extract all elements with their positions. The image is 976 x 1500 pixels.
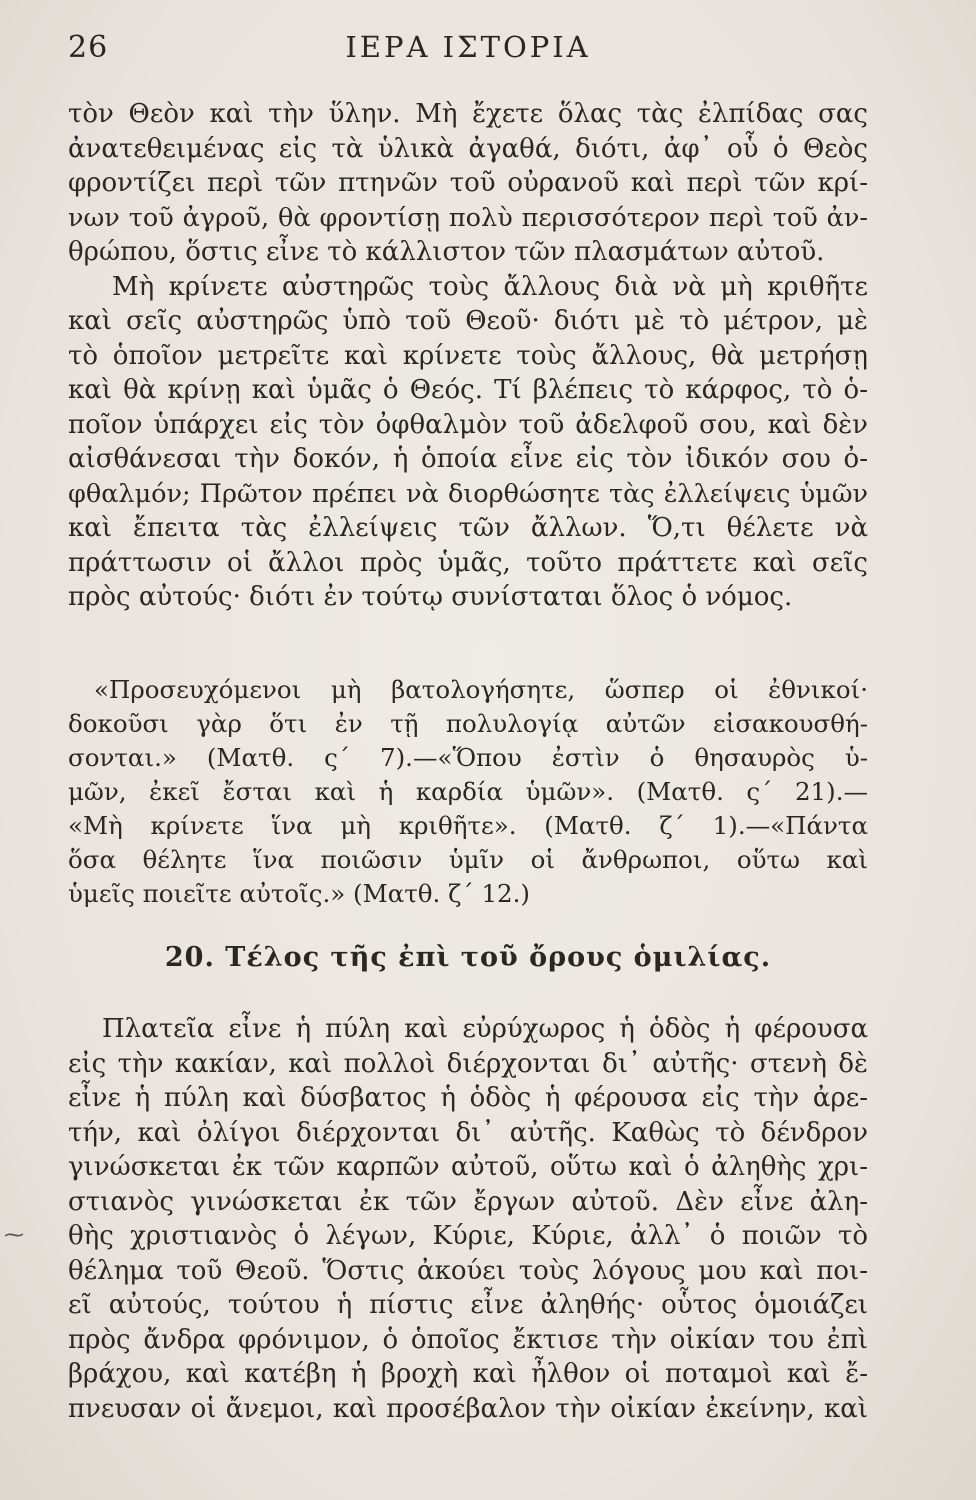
text-line: ποῖον ὑπάρχει εἰς τὸν ὀφθαλμὸν τοῦ ἀδελφοῦ σου, καὶ δὲν — [68, 409, 868, 440]
section-heading: 20. Τέλος τῆς ἐπὶ τοῦ ὄρους ὁμιλίας. — [164, 942, 772, 973]
text-line: καὶ θὰ κρίνῃ καὶ ὑμᾶς ὁ Θεός. Τί βλέπεις τὸ κάρφος, τὸ ὁ- — [68, 375, 868, 405]
running-title: ΙΕΡΑ ΙΣΤΟΡΙΑ — [345, 30, 591, 64]
text-line: αἰσθάνεσαι τὴν δοκόν, ἡ ὁποία εἶνε εἰς τὸν ἰδικόν σου ὀ- — [68, 444, 868, 474]
text-line: καὶ σεῖς αὐστηρῶς ὑπὸ τοῦ Θεοῦ· διότι μὲ τὸ μέτρον, μὲ — [68, 306, 868, 336]
text-line: τήν, καὶ ὀλίγοι διέρχονται δι᾽ αὐτῆς. Καθὼς τὸ δένδρον — [68, 1117, 868, 1148]
text-line: μῶν, ἐκεῖ ἔσται καὶ ἡ καρδία ὑμῶν». (Ματθ. ς´ 21).— — [68, 777, 868, 806]
margin-smudge-mark: ⁓ — [4, 1222, 24, 1246]
page-header — [68, 30, 868, 70]
text-line: τὸ ὁποῖον μετρεῖτε καὶ κρίνετε τοὺς ἄλλους, θὰ μετρήσῃ — [68, 340, 868, 371]
text-line: βράχου, καὶ κατέβη ἡ βροχὴ καὶ ἦλθον οἱ ποταμοὶ καὶ ἔ- — [68, 1359, 868, 1389]
text-line: ὅσα θέλητε ἵνα ποιῶσιν ὑμῖν οἱ ἄνθρωποι, οὕτω καὶ — [68, 845, 868, 874]
text-line: φθαλμόν; Πρῶτον πρέπει νὰ διορθώσητε τὰς ἐλλείψεις ὑμῶν — [68, 478, 868, 509]
text-line: στιανὸς γινώσκεται ἐκ τῶν ἔργων αὐτοῦ. Δὲν εἶνε ἀλη- — [68, 1186, 868, 1217]
text-line: πνευσαν οἱ ἄνεμοι, καὶ προσέβαλον τὴν οἰκίαν ἐκείνην, καὶ — [68, 1393, 868, 1424]
text-line: ἀνατεθειμένας εἰς τὰ ὑλικὰ ἀγαθά, διότι, ἀφ᾽ οὗ ὁ Θεὸς — [68, 133, 868, 164]
text-line: εῖ αὐτούς, τούτου ἡ πίστις εἶνε ἀληθής· οὗτος ὁμοιάζει — [68, 1290, 868, 1320]
text-line: θρώπου, ὅστις εἶνε τὸ κάλλιστον τῶν πλασμάτων αὐτοῦ. — [68, 237, 825, 267]
paragraph-end-of-sermon — [68, 1012, 868, 1426]
text-line: ὑμεῖς ποιεῖτε αὐτοῖς.» (Ματθ. ζ´ 12.) — [68, 879, 530, 908]
text-line: θέλημα τοῦ Θεοῦ. Ὅστις ἀκούει τοὺς λόγους μου καὶ ποι- — [68, 1255, 868, 1286]
text-line: Μὴ κρίνετε αὐστηρῶς τοὺς ἄλλους διὰ νὰ μὴ κριθῆτε — [112, 271, 868, 302]
text-line: τὸν Θεὸν καὶ τὴν ὕλην. Μὴ ἔχετε ὅλας τὰς ἐλπίδας σας — [68, 99, 868, 129]
text-line: εἶνε ἡ πύλη καὶ δύσβατος ἡ ὁδὸς ἡ φέρουσα εἰς τὴν ἀρε- — [68, 1083, 868, 1113]
paragraph-sermon-text — [68, 97, 868, 615]
text-line: πράττωσιν οἱ ἄλλοι πρὸς ὑμᾶς, τοῦτο πράττετε καὶ σεῖς — [68, 547, 868, 578]
paragraph-scripture-quotes — [68, 673, 868, 911]
text-line: «Προσευχόμενοι μὴ βατολογήσητε, ὥσπερ οἱ ἐθνικοί· — [94, 675, 868, 704]
page-number: 26 — [68, 30, 109, 65]
text-line: πρὸς ἄνδρα φρόνιμον, ὁ ὁποῖος ἔκτισε τὴν οἰκίαν του ἐπὶ — [68, 1324, 868, 1355]
text-line: πρὸς αὐτούς· διότι ἐν τούτῳ συνίσταται ὅλος ὁ νόμος. — [68, 582, 793, 612]
text-line: εἰς τὴν κακίαν, καὶ πολλοὶ διέρχονται δι᾽ αὐτῆς· στενὴ δὲ — [68, 1048, 868, 1079]
text-line: Πλατεῖα εἶνε ἡ πύλη καὶ εὐρύχωρος ἡ ὁδὸς ἡ φέρουσα — [102, 1014, 868, 1044]
text-line: σονται.» (Ματθ. ς´ 7).—«Ὅπου ἐστὶν ὁ θησαυρὸς ὑ- — [68, 743, 868, 772]
text-line: θὴς χριστιανὸς ὁ λέγων, Κύριε, Κύριε, ἀλλ᾽ ὁ ποιῶν τὸ — [68, 1221, 868, 1251]
text-line: «Μὴ κρίνετε ἵνα μὴ κριθῆτε». (Ματθ. ζ´ 1).—«Πάντα — [68, 811, 868, 840]
text-line: φροντίζει περὶ τῶν πτηνῶν τοῦ οὐρανοῦ καὶ περὶ τῶν κρί- — [68, 168, 868, 198]
text-line: καὶ ἔπειτα τὰς ἐλλείψεις τῶν ἄλλων. Ὅ,τι θέλετε νὰ — [68, 513, 868, 543]
text-line: γινώσκεται ἐκ τῶν καρπῶν αὐτοῦ, οὕτω καὶ ὁ ἀληθὴς χρι- — [68, 1152, 868, 1182]
text-line: νων τοῦ ἀγροῦ, θὰ φροντίσῃ πολὺ περισσότερον περὶ τοῦ ἀν- — [68, 202, 868, 233]
text-line: δοκοῦσι γὰρ ὅτι ἐν τῇ πολυλογίᾳ αὐτῶν εἰσακουσθή- — [68, 709, 868, 738]
